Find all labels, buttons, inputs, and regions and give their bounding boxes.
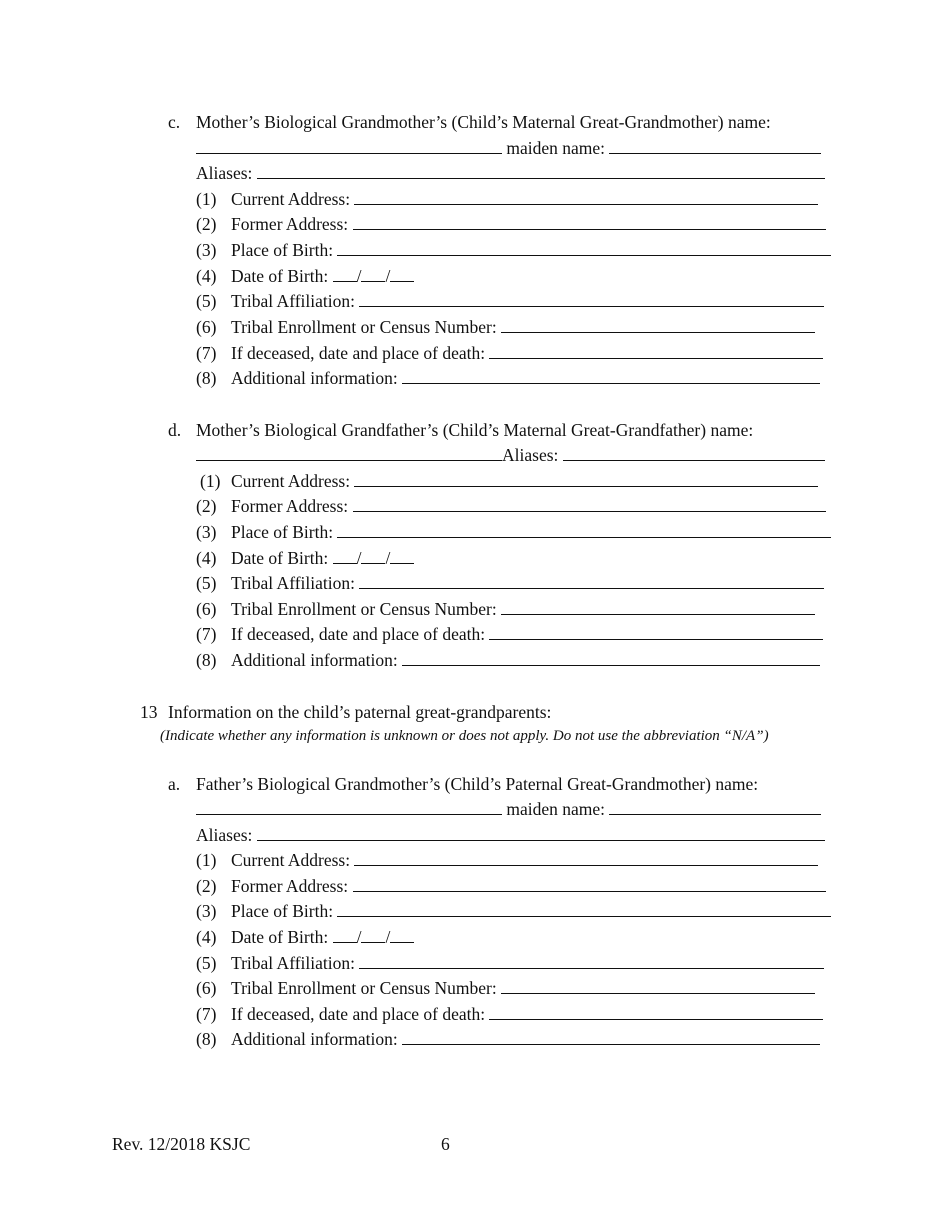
section-a-aliases-field[interactable] bbox=[257, 825, 825, 841]
place-of-birth-field[interactable] bbox=[337, 240, 831, 256]
dob-day-field[interactable] bbox=[361, 548, 385, 564]
dob-day-field[interactable] bbox=[361, 266, 385, 282]
dob-month-field[interactable] bbox=[333, 548, 357, 564]
section-c-aliases-field[interactable] bbox=[257, 163, 825, 179]
additional-info-field[interactable] bbox=[402, 368, 820, 384]
section-c-item-8: (8) Additional information: bbox=[196, 368, 820, 388]
section-c-item-6: (6) Tribal Enrollment or Census Number: bbox=[196, 317, 815, 337]
section-a-item-4: (4) Date of Birth: / / bbox=[196, 927, 414, 947]
section-c-item-2: (2) Former Address: bbox=[196, 214, 826, 234]
section-d-aliases-field[interactable] bbox=[563, 445, 825, 461]
section-a-name-row bbox=[196, 799, 821, 819]
item-label: Additional information: bbox=[231, 650, 398, 670]
item-label: Former Address: bbox=[231, 214, 349, 234]
item-label: Date of Birth: bbox=[231, 266, 329, 286]
item-label: Additional information: bbox=[231, 1029, 398, 1049]
item-label: Place of Birth: bbox=[231, 901, 334, 921]
section-c-item-1: (1) Current Address: bbox=[196, 189, 818, 209]
place-of-birth-field[interactable] bbox=[337, 522, 831, 538]
former-address-field[interactable] bbox=[353, 496, 826, 512]
item-label: Tribal Affiliation: bbox=[231, 291, 355, 311]
item-label: Tribal Enrollment or Census Number: bbox=[231, 978, 497, 998]
item-label: Tribal Affiliation: bbox=[231, 573, 355, 593]
section-a-item-7: (7) If deceased, date and place of death: bbox=[196, 1004, 823, 1024]
section-d-item-4: (4) Date of Birth: / / bbox=[196, 548, 414, 568]
tribal-affiliation-field[interactable] bbox=[359, 573, 824, 589]
footer-page-number: 6 bbox=[441, 1134, 450, 1154]
dob-year-field[interactable] bbox=[390, 927, 414, 943]
section-d-item-8: (8) Additional information: bbox=[196, 650, 820, 670]
item-label: Place of Birth: bbox=[231, 240, 334, 260]
section-c-aliases-row bbox=[196, 163, 825, 183]
additional-info-field[interactable] bbox=[402, 1029, 820, 1045]
section-d-item-3: (3) Place of Birth: bbox=[196, 522, 831, 542]
section-a-item-2: (2) Former Address: bbox=[196, 876, 826, 896]
section-c-aliases-label: Aliases: bbox=[196, 163, 253, 183]
section-a-name-field[interactable] bbox=[196, 799, 502, 815]
section-d-item-1: (1) Current Address: bbox=[200, 471, 818, 491]
item-label: Date of Birth: bbox=[231, 927, 329, 947]
former-address-field[interactable] bbox=[353, 214, 826, 230]
current-address-field[interactable] bbox=[354, 189, 818, 205]
section-d-aliases-label: Aliases: bbox=[502, 445, 559, 465]
section-13-number: 13 bbox=[140, 702, 158, 722]
section-a-item-5: (5) Tribal Affiliation: bbox=[196, 953, 824, 973]
tribal-affiliation-field[interactable] bbox=[359, 953, 824, 969]
section-a-item-3: (3) Place of Birth: bbox=[196, 901, 831, 921]
item-label: Tribal Enrollment or Census Number: bbox=[231, 317, 497, 337]
section-a-item-8: (8) Additional information: bbox=[196, 1029, 820, 1049]
section-13-note: (Indicate whether any information is unknown or does not apply. Do not use the abbreviation “N/A”) bbox=[160, 728, 769, 744]
item-label: Additional information: bbox=[231, 368, 398, 388]
dob-month-field[interactable] bbox=[333, 266, 357, 282]
section-d-name-row bbox=[196, 445, 825, 465]
item-label: Place of Birth: bbox=[231, 522, 334, 542]
section-a-item-6: (6) Tribal Enrollment or Census Number: bbox=[196, 978, 815, 998]
section-d-item-5: (5) Tribal Affiliation: bbox=[196, 573, 824, 593]
section-a-letter: a. bbox=[168, 774, 181, 794]
item-label: If deceased, date and place of death: bbox=[231, 343, 486, 363]
section-c-heading-row bbox=[168, 112, 180, 132]
death-info-field[interactable] bbox=[489, 624, 823, 640]
section-c-maiden-label: maiden name: bbox=[506, 138, 606, 158]
section-c-item-4: (4) Date of Birth: / / bbox=[196, 266, 414, 286]
section-a-item-1: (1) Current Address: bbox=[196, 850, 818, 870]
section-d-letter: d. bbox=[168, 420, 182, 440]
item-label: If deceased, date and place of death: bbox=[231, 1004, 486, 1024]
dob-year-field[interactable] bbox=[390, 548, 414, 564]
death-info-field[interactable] bbox=[489, 343, 823, 359]
section-d-item-2: (2) Former Address: bbox=[196, 496, 826, 516]
tribal-affiliation-field[interactable] bbox=[359, 291, 824, 307]
dob-year-field[interactable] bbox=[390, 266, 414, 282]
item-label: Former Address: bbox=[231, 496, 349, 516]
current-address-field[interactable] bbox=[354, 850, 818, 866]
death-info-field[interactable] bbox=[489, 1004, 823, 1020]
item-label: Current Address: bbox=[231, 189, 351, 209]
section-c-name-row bbox=[196, 138, 821, 158]
item-label: Current Address: bbox=[231, 471, 351, 491]
section-d-name-field[interactable] bbox=[196, 445, 502, 461]
item-label: If deceased, date and place of death: bbox=[231, 624, 486, 644]
tribal-enrollment-field[interactable] bbox=[501, 978, 815, 994]
dob-month-field[interactable] bbox=[333, 927, 357, 943]
section-d-item-6: (6) Tribal Enrollment or Census Number: bbox=[196, 599, 815, 619]
item-label: Tribal Affiliation: bbox=[231, 953, 355, 973]
section-c-item-7: (7) If deceased, date and place of death: bbox=[196, 343, 823, 363]
section-a-heading: Father’s Biological Grandmother’s (Child’s Paternal Great-Grandmother) name: bbox=[196, 774, 759, 794]
current-address-field[interactable] bbox=[354, 471, 818, 487]
former-address-field[interactable] bbox=[353, 876, 826, 892]
section-c-letter: c. bbox=[168, 112, 181, 132]
section-c-item-5: (5) Tribal Affiliation: bbox=[196, 291, 824, 311]
tribal-enrollment-field[interactable] bbox=[501, 317, 815, 333]
item-label: Former Address: bbox=[231, 876, 349, 896]
tribal-enrollment-field[interactable] bbox=[501, 599, 815, 615]
item-label: Tribal Enrollment or Census Number: bbox=[231, 599, 497, 619]
item-label: Date of Birth: bbox=[231, 548, 329, 568]
section-a-aliases-row bbox=[196, 825, 825, 845]
section-c-name-field[interactable] bbox=[196, 138, 502, 154]
item-label: Current Address: bbox=[231, 850, 351, 870]
section-a-maiden-field[interactable] bbox=[609, 799, 821, 815]
footer-revision: Rev. 12/2018 KSJC bbox=[112, 1134, 251, 1154]
section-c-heading: Mother’s Biological Grandmother’s (Child’s Maternal Great-Grandmother) name: bbox=[196, 112, 771, 132]
place-of-birth-field[interactable] bbox=[337, 901, 831, 917]
section-a-aliases-label: Aliases: bbox=[196, 825, 253, 845]
section-d-item-7: (7) If deceased, date and place of death: bbox=[196, 624, 823, 644]
section-c-item-3: (3) Place of Birth: bbox=[196, 240, 831, 260]
section-a-maiden-label: maiden name: bbox=[506, 799, 606, 819]
dob-day-field[interactable] bbox=[361, 927, 385, 943]
section-13-heading: Information on the child’s paternal great-grandparents: bbox=[168, 702, 552, 722]
additional-info-field[interactable] bbox=[402, 650, 820, 666]
section-d-heading: Mother’s Biological Grandfather’s (Child’s Maternal Great-Grandfather) name: bbox=[196, 420, 754, 440]
section-c-maiden-field[interactable] bbox=[609, 138, 821, 154]
